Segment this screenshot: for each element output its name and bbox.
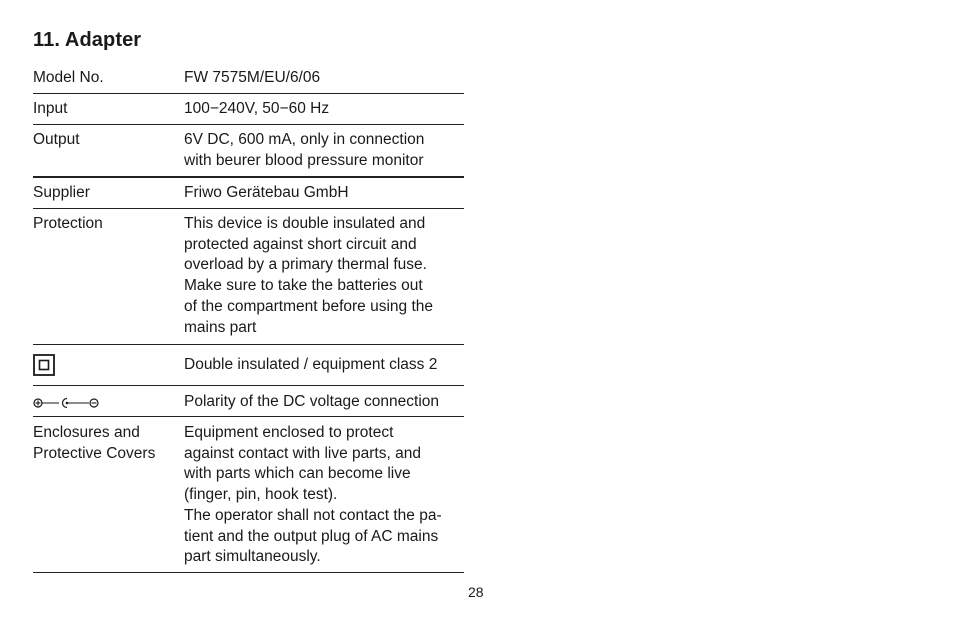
table-row bbox=[33, 386, 464, 417]
row-value: This device is double insulated and protected against short circuit and overload by a primary thermal fuse. Make sure to take the batteries out of the compartment before using the mains part bbox=[184, 215, 434, 336]
row-label: Enclosures and Protective Covers bbox=[33, 424, 156, 462]
double-insulation-icon bbox=[33, 354, 55, 376]
table-row bbox=[33, 345, 464, 386]
row-label: Supplier bbox=[33, 184, 90, 201]
row-value: Double insulated / equipment class 2 bbox=[184, 356, 438, 373]
row-label: Protection bbox=[33, 215, 103, 232]
table-row bbox=[33, 417, 464, 573]
row-value: FW 7575M/EU/6/06 bbox=[184, 69, 321, 86]
table-row bbox=[33, 209, 464, 345]
row-label: Output bbox=[33, 131, 80, 148]
row-label bbox=[33, 392, 184, 416]
table-row bbox=[33, 94, 464, 125]
section-title: 11. Adapter bbox=[33, 29, 142, 51]
row-value: 100−240V, 50−60 Hz bbox=[184, 100, 330, 117]
dc-polarity-icon bbox=[33, 396, 101, 410]
row-label bbox=[33, 355, 184, 385]
table-row bbox=[33, 64, 464, 94]
row-label: Model No. bbox=[33, 69, 104, 86]
row-value: Equipment enclosed to protect against contact with live parts, and with parts which can become live (finger, pin, hook test). The operator shall not contact the pa- tient and the output plug of AC mains part simultaneously. bbox=[184, 424, 442, 566]
row-value: Friwo Gerätebau GmbH bbox=[184, 184, 349, 201]
table-row bbox=[33, 178, 464, 209]
page-number: 28 bbox=[468, 584, 484, 600]
row-value: Polarity of the DC voltage connection bbox=[184, 393, 440, 410]
row-value: 6V DC, 600 mA, only in connection with beurer blood pressure monitor bbox=[184, 131, 425, 169]
adapter-spec-table bbox=[33, 64, 464, 573]
table-row bbox=[33, 125, 464, 178]
row-label: Input bbox=[33, 100, 68, 117]
